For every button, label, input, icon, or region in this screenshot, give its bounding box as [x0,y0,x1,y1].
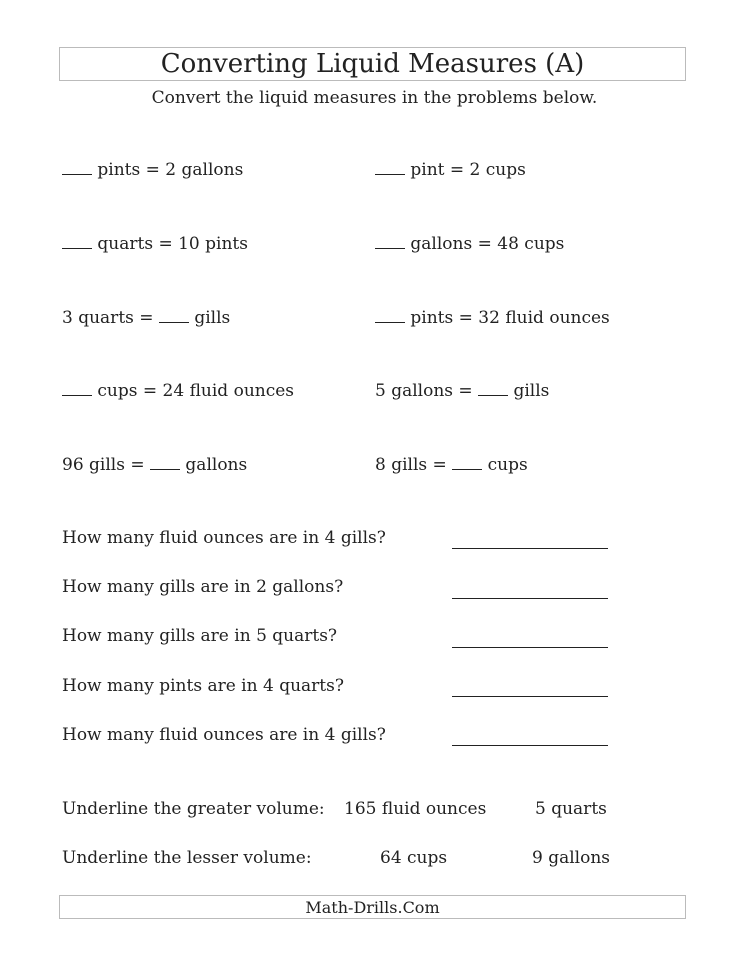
conversion-prefix: 8 gills = [375,455,447,475]
comparison-option[interactable]: 64 cups [380,848,448,868]
answer-line[interactable] [452,548,608,549]
comparison-option[interactable]: 165 fluid ounces [344,799,487,819]
answer-blank[interactable] [375,160,405,175]
conversion-problem [62,308,230,328]
question-text: How many gills are in 2 gallons? [62,577,344,597]
comparison-option[interactable]: 9 gallons [532,848,611,868]
footer [59,895,686,919]
title-text: Converting Liquid Measures (A) [160,49,585,79]
conversion-problem [375,455,528,475]
question-text: How many gills are in 5 quarts? [62,626,338,646]
conversion-problem [62,455,247,475]
conversion-prefix: 96 gills = [62,455,145,475]
conversion-text: gills [513,381,550,401]
conversion-text: pints = 32 fluid ounces [410,308,610,328]
comparison-label: Underline the greater volume: [62,799,325,819]
conversion-problem [62,234,248,254]
conversion-text: quarts = 10 pints [97,234,248,254]
conversion-text: gallons [185,455,248,475]
answer-blank[interactable] [478,381,508,396]
answer-line[interactable] [452,647,608,648]
answer-blank[interactable] [159,308,189,323]
question-text: How many fluid ounces are in 4 gills? [62,725,386,745]
conversion-problem [375,160,526,180]
answer-line[interactable] [452,598,608,599]
answer-blank[interactable] [62,160,92,175]
conversion-text: pints = 2 gallons [97,160,244,180]
conversion-problem [375,381,549,401]
conversion-text: gills [194,308,231,328]
question-text: How many pints are in 4 quarts? [62,676,344,696]
conversion-text: gallons = 48 cups [410,234,565,254]
conversion-text: pint = 2 cups [410,160,526,180]
conversion-problem [62,381,294,401]
conversion-text: cups [487,455,528,475]
worksheet-title [59,47,686,81]
answer-blank[interactable] [62,234,92,249]
comparison-option[interactable]: 5 quarts [535,799,607,819]
conversion-prefix: 5 gallons = [375,381,473,401]
conversion-problem [375,234,564,254]
answer-blank[interactable] [452,455,482,470]
conversion-problem [62,160,243,180]
answer-blank[interactable] [150,455,180,470]
answer-blank[interactable] [375,234,405,249]
question-text: How many fluid ounces are in 4 gills? [62,528,386,548]
instructions: Convert the liquid measures in the problems below. [151,88,598,108]
comparison-label: Underline the lesser volume: [62,848,312,868]
answer-blank[interactable] [62,381,92,396]
answer-blank[interactable] [375,308,405,323]
conversion-prefix: 3 quarts = [62,308,154,328]
conversion-text: cups = 24 fluid ounces [97,381,295,401]
conversion-problem [375,308,610,328]
answer-line[interactable] [452,745,608,746]
answer-line[interactable] [452,696,608,697]
footer-text: Math-Drills.Com [305,897,440,917]
